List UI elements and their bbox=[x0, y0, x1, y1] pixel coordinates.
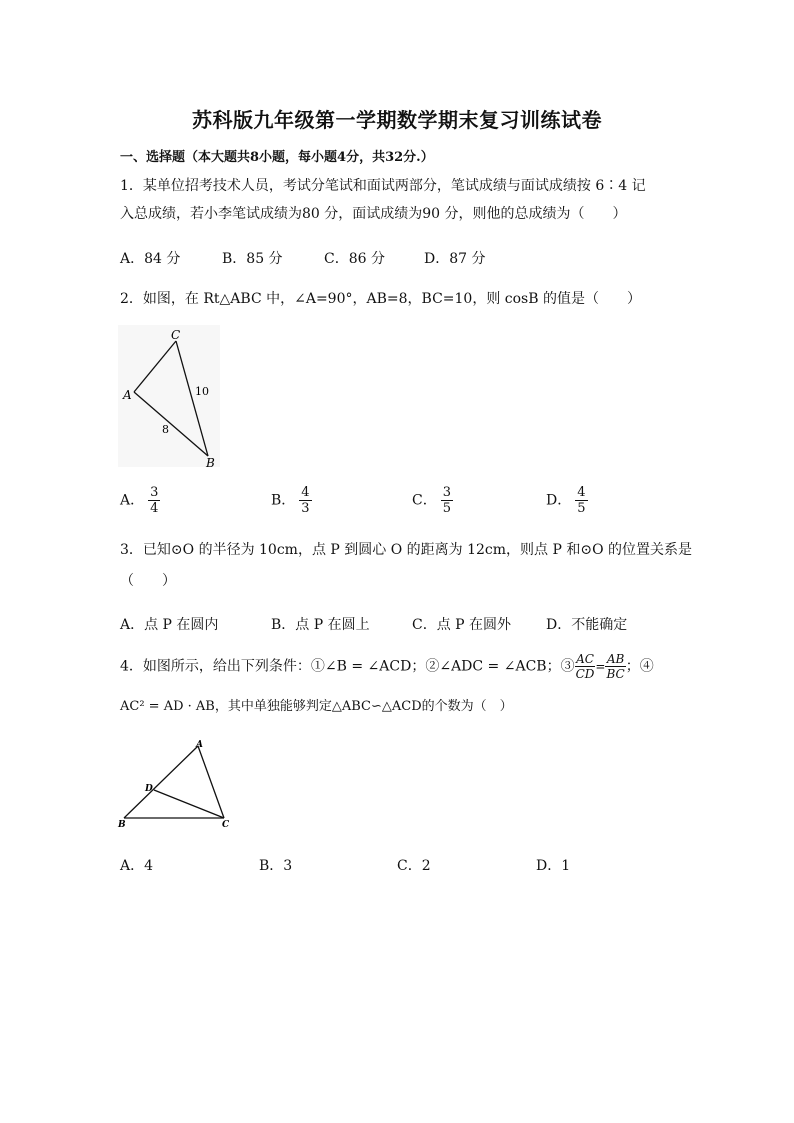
q2-label-a: A bbox=[123, 388, 132, 402]
q4-label-c: C bbox=[222, 820, 230, 830]
q1-stem-line2: 入总成绩，若小李笔试成绩为80 分，面试成绩为90 分，则他的总成绩为（ ） bbox=[120, 206, 627, 222]
q2-option-c[interactable] bbox=[412, 485, 453, 516]
q2-option-d[interactable] bbox=[546, 485, 588, 516]
section-heading: 一、选择题（本大题共8小题，每小题4分，共32分.） bbox=[120, 150, 434, 165]
q3-option-c[interactable]: C．点 P 在圆外 bbox=[412, 617, 512, 633]
q2-option-d-letter: D． bbox=[546, 492, 572, 509]
q1-option-d[interactable]: D．87 分 bbox=[424, 251, 486, 267]
q4-label-b: B bbox=[118, 820, 126, 830]
q4-option-c[interactable]: C．2 bbox=[397, 858, 431, 874]
q2-option-b-fraction: $\frac{4}{3}$ bbox=[301, 485, 310, 516]
q4-option-b[interactable]: B．3 bbox=[259, 858, 293, 874]
q2-option-a-letter: A． bbox=[120, 492, 145, 509]
q4-stem-line2: AC² = AD · AB，其中单独能够判定△ABC∽△ACD的个数为（ ） bbox=[120, 699, 513, 714]
q2-option-a-fraction: $\frac{3}{4}$ bbox=[150, 485, 159, 516]
q4-equals-sign: = bbox=[595, 659, 606, 674]
q4-option-d[interactable]: D．1 bbox=[536, 858, 571, 874]
q2-label-10: 10 bbox=[195, 385, 209, 398]
q4-stem-line1 bbox=[120, 652, 654, 681]
q2-label-c: C bbox=[171, 328, 181, 342]
q1-option-a[interactable]: A．84 分 bbox=[120, 251, 181, 267]
q2-triangle-figure bbox=[118, 325, 222, 470]
q2-option-c-fraction: $\frac{3}{5}$ bbox=[442, 485, 451, 516]
q4-label-d: D bbox=[145, 784, 153, 794]
page-title: 苏科版九年级第一学期数学期末复习训练试卷 bbox=[192, 108, 602, 132]
q4-label-a: A bbox=[196, 740, 203, 750]
q4-option-a[interactable]: A．4 bbox=[120, 858, 154, 874]
q4-condition-4-marker: ；④ bbox=[625, 658, 654, 675]
q4-conditions-text: 4．如图所示，给出下列条件：①∠B = ∠ACD；②∠ADC = ∠ACB；③ bbox=[120, 658, 575, 675]
q2-option-b-letter: B． bbox=[271, 492, 296, 509]
q2-stem: 2．如图，在 Rt△ABC 中，∠A=90°，AB=8，BC=10，则 cosB 的值是（ ） bbox=[120, 291, 641, 307]
q2-option-d-fraction: $\frac{4}{5}$ bbox=[577, 485, 586, 516]
q4-fraction-ab-bc: $\frac{AB}{BC}$ bbox=[606, 652, 625, 681]
q4-fraction-ac-cd: $\frac{AC}{CD}$ bbox=[575, 652, 595, 681]
q1-option-b[interactable]: B．85 分 bbox=[222, 251, 283, 267]
q2-label-8: 8 bbox=[162, 423, 169, 436]
q3-option-b[interactable]: B．点 P 在圆上 bbox=[271, 617, 370, 633]
q4-triangle-figure bbox=[114, 738, 238, 832]
q1-stem-line1: 1．某单位招考技术人员，考试分笔试和面试两部分，笔试成绩与面试成绩按 6∶4 记 bbox=[120, 178, 646, 194]
q3-option-a[interactable]: A．点 P 在圆内 bbox=[120, 617, 219, 633]
q3-stem-line1: 3．已知⊙O 的半径为 10cm，点 P 到圆心 O 的距离为 12cm，则点 P 和⊙O 的位置关系是 bbox=[120, 542, 693, 558]
q3-stem-line2: （ ） bbox=[120, 573, 176, 589]
q1-option-c[interactable]: C．86 分 bbox=[324, 251, 385, 267]
q3-option-d[interactable]: D．不能确定 bbox=[546, 617, 628, 633]
q2-option-a[interactable] bbox=[120, 485, 160, 516]
q2-option-b[interactable] bbox=[271, 485, 312, 516]
q2-label-b: B bbox=[206, 456, 215, 470]
q2-option-c-letter: C． bbox=[412, 492, 437, 509]
